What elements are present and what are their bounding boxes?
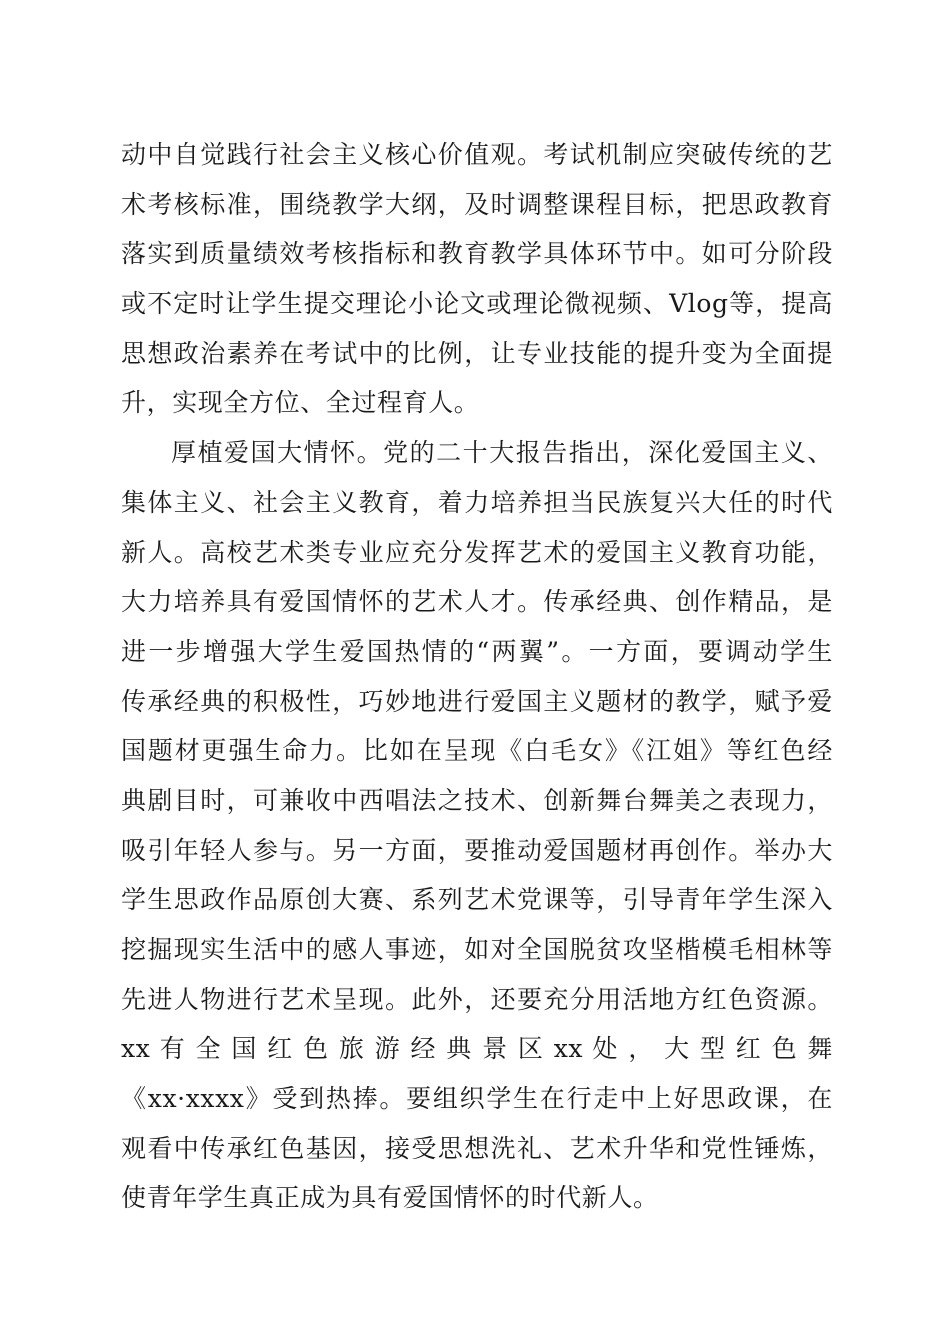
text-line: 新人。高校艺术类专业应充分发挥艺术的爱国主义教育功能， xyxy=(121,537,833,567)
text-line: 吸引年轻人参与。另一方面，要推动爱国题材再创作。举办大 xyxy=(121,835,833,865)
text-line: 学生思政作品原创大赛、系列艺术党课等，引导青年学生深入 xyxy=(121,885,833,915)
text-line: 挖掘现实生活中的感人事迹，如对全国脱贫攻坚楷模毛相林等 xyxy=(121,935,833,964)
text-line: 思想政治素养在考试中的比例，让专业技能的提升变为全面提 xyxy=(121,338,833,368)
text-line: 进一步增强大学生爱国热情的“两翼”。一方面，要调动学生 xyxy=(121,636,833,666)
text-line: 或不定时让学生提交理论小论文或理论微视频、Vlog等，提高 xyxy=(121,289,833,319)
text-line: 落实到质量绩效考核指标和教育教学具体环节中。如可分阶段 xyxy=(121,239,833,269)
text-line: 国题材更强生命力。比如在呈现《白毛女》《江姐》等红色经 xyxy=(121,736,833,766)
text-line: 先进人物进行艺术呈现。此外，还要充分用活地方红色资源。 xyxy=(121,984,833,1014)
text-line: 大力培养具有爱国情怀的艺术人才。传承经典、创作精品，是 xyxy=(121,587,833,617)
text-line: 使青年学生真正成为具有爱国情怀的时代新人。 xyxy=(121,1183,659,1213)
text-line: 典剧目时，可兼收中西唱法之技术、创新舞台舞美之表现力， xyxy=(121,785,833,815)
paragraph-exam-mechanism xyxy=(121,130,833,428)
text-line: 传承经典的积极性，巧妙地进行爱国主义题材的教学，赋予爱 xyxy=(121,686,833,716)
text-line: 厚植爱国大情怀。党的二十大报告指出，深化爱国主义、 xyxy=(171,438,833,468)
text-line: 《xx·xxxx》受到热捧。要组织学生在行走中上好思政课，在 xyxy=(121,1084,833,1114)
text-line: 术考核标准，围绕教学大纲，及时调整课程目标，把思政教育 xyxy=(121,189,833,219)
text-line: 升，实现全方位、全过程育人。 xyxy=(121,388,480,418)
body-text xyxy=(121,130,833,1223)
text-line: 动中自觉践行社会主义核心价值观。考试机制应突破传统的艺 xyxy=(121,140,833,169)
text-line: 观看中传承红色基因，接受思想洗礼、艺术升华和党性锤炼， xyxy=(121,1133,833,1163)
text-line: 集体主义、社会主义教育，着力培养担当民族复兴大任的时代 xyxy=(121,487,833,517)
paragraph-patriotism xyxy=(121,428,833,1223)
text-line: xx 有 全 国 红 色 旅 游 经 典 景 区 xx 处 ， 大 型 红 色 舞 xyxy=(121,1034,833,1064)
